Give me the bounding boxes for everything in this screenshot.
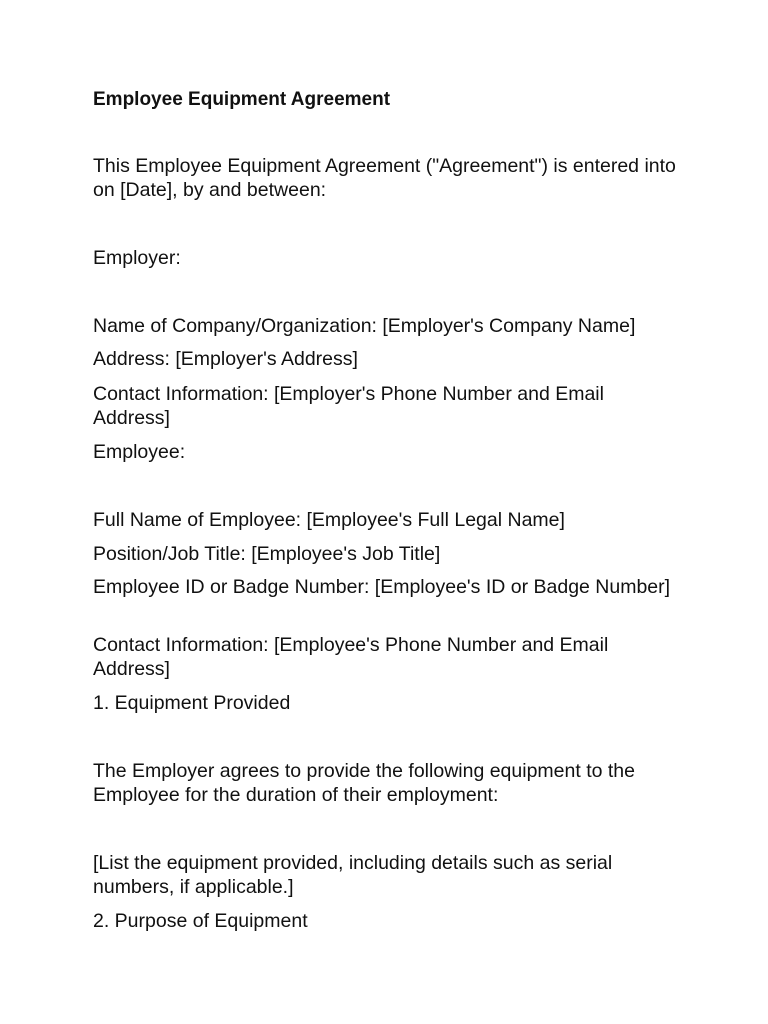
employee-contact-line: Contact Information: [Employee's Phone Number and Email Address] (93, 634, 609, 680)
section-1-equipment-list: [List the equipment provided, including details such as serial numbers, if applicable.] (93, 852, 613, 898)
employee-id-line: Employee ID or Badge Number: [Employee's ID or Badge Number] (93, 576, 671, 598)
intro-paragraph: This Employee Equipment Agreement ("Agreement") is entered into on [Date], by and between: (93, 155, 676, 201)
employee-position-line: Position/Job Title: [Employee's Job Title] (93, 543, 441, 565)
employer-heading: Employer: (93, 247, 181, 269)
employer-address-line: Address: [Employer's Address] (93, 348, 358, 370)
document-title: Employee Equipment Agreement (93, 89, 391, 110)
section-1-body: The Employer agrees to provide the following equipment to the Employee for the duration of their employment: (93, 760, 635, 806)
section-1-heading: 1. Equipment Provided (93, 692, 291, 714)
employer-contact-line: Contact Information: [Employer's Phone Number and Email Address] (93, 383, 604, 429)
employer-company-line: Name of Company/Organization: [Employer's Company Name] (93, 315, 636, 337)
employee-heading: Employee: (93, 441, 186, 463)
section-2-heading: 2. Purpose of Equipment (93, 910, 308, 932)
employee-name-line: Full Name of Employee: [Employee's Full Legal Name] (93, 509, 565, 531)
